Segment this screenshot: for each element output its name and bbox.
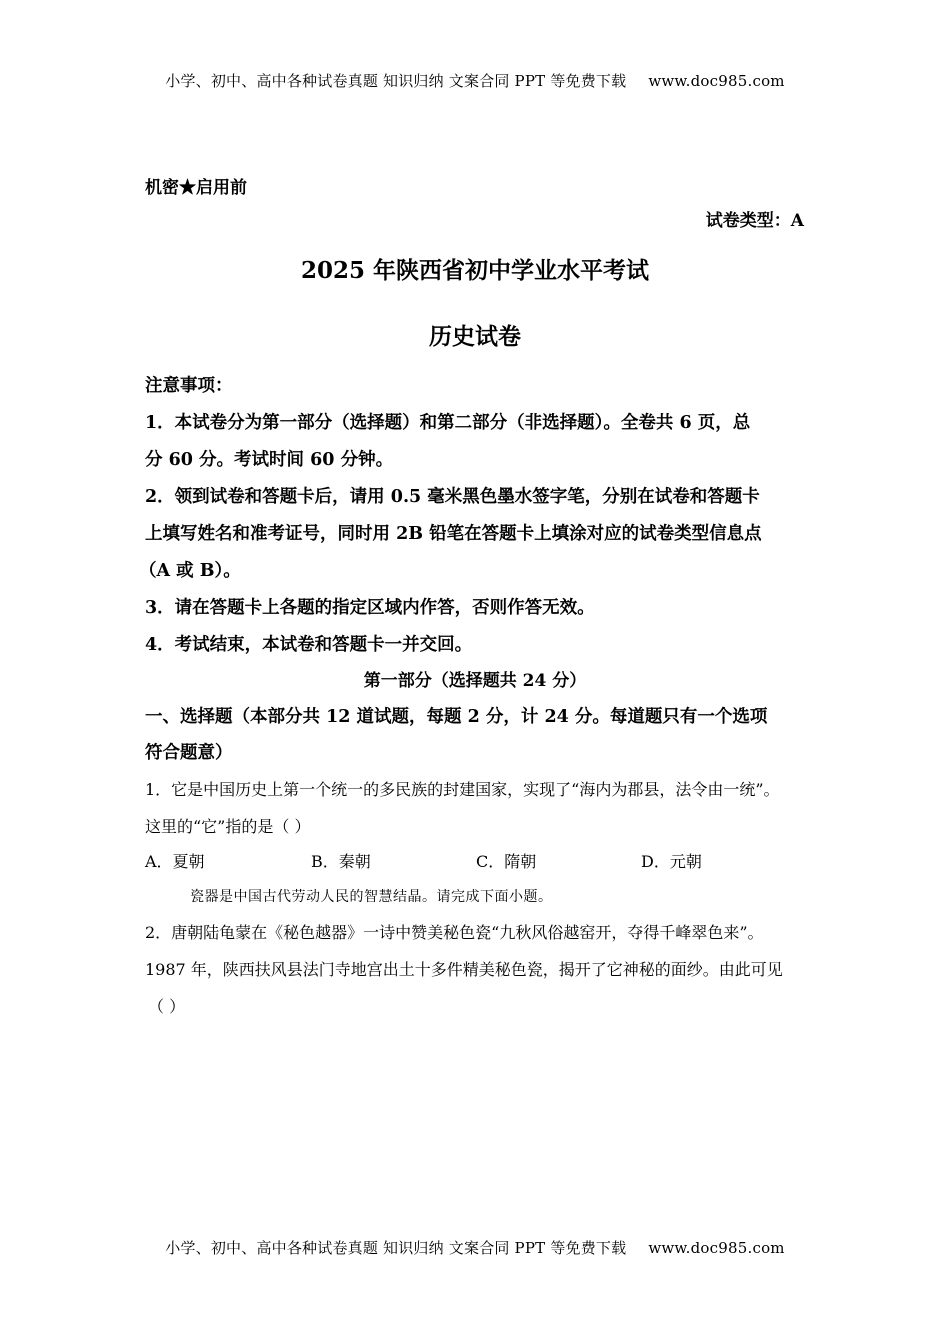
secret-label: 机密★启用前 — [145, 178, 247, 198]
section-heading: 一、选择题（本部分共 12 道试题，每题 2 分，计 24 分。每道题只有一个选项 — [145, 707, 768, 727]
notice-line: 1．本试卷分为第一部分（选择题）和第二部分（非选择题）。全卷共 6 页，总 — [145, 413, 751, 433]
notice-line: 4．考试结束，本试卷和答题卡一并交回。 — [145, 635, 473, 655]
exam-title: 2025 年陕西省初中学业水平考试 — [300, 257, 650, 284]
footer-slogan: 小学、初中、高中各种试卷真题 知识归纳 文案合同 PPT 等免费下载 — [165, 1239, 627, 1257]
option-d: D．元朝 — [641, 852, 702, 871]
option-a: A．夏朝 — [145, 852, 205, 871]
notice-heading: 注意事项： — [145, 376, 233, 396]
material-intro: 瓷器是中国古代劳动人民的智慧结晶。请完成下面小题。 — [190, 889, 553, 905]
question-1-stem: 1．它是中国历史上第一个统一的多民族的封建国家，实现了“海内为郡县，法令由一统”。 — [145, 780, 780, 799]
notice-line: 分 60 分。考试时间 60 分钟。 — [145, 450, 394, 470]
header-slogan: 小学、初中、高中各种试卷真题 知识归纳 文案合同 PPT 等免费下载 — [165, 72, 627, 90]
notice-line: 3．请在答题卡上各题的指定区域内作答，否则作答无效。 — [145, 598, 595, 618]
option-b: B．秦朝 — [311, 852, 371, 871]
question-1-stem-cont: 这里的“它”指的是（ ） — [145, 817, 311, 836]
page-header — [0, 70, 950, 91]
question-2-stem: 2．唐朝陆龟蒙在《秘色越器》一诗中赞美秘色瓷“九秋风俗越窑开，夺得千峰翠色来”。 — [145, 923, 764, 942]
option-c: C．隋朝 — [476, 852, 537, 871]
notice-line: （A 或 B）。 — [139, 561, 241, 581]
footer-site-link[interactable]: www.doc985.com — [648, 1239, 785, 1257]
header-site-link[interactable]: www.doc985.com — [648, 72, 785, 90]
notice-line: 上填写姓名和准考证号，同时用 2B 铅笔在答题卡上填涂对应的试卷类型信息点 — [145, 524, 762, 544]
question-2-answer-bracket: （ ） — [148, 997, 186, 1016]
page-footer — [0, 1237, 950, 1258]
part-one-title: 第一部分（选择题共 24 分） — [363, 671, 587, 691]
question-2-stem-cont: 1987 年，陕西扶风县法门寺地宫出土十多件精美秘色瓷，揭开了它神秘的面纱。由此可见 — [145, 960, 783, 979]
subject-title: 历史试卷 — [429, 323, 521, 350]
notice-line: 2．领到试卷和答题卡后，请用 0.5 毫米黑色墨水签字笔，分别在试卷和答题卡 — [145, 487, 760, 507]
paper-type-label: 试卷类型：A — [705, 211, 804, 231]
section-heading-cont: 符合题意） — [145, 743, 233, 763]
